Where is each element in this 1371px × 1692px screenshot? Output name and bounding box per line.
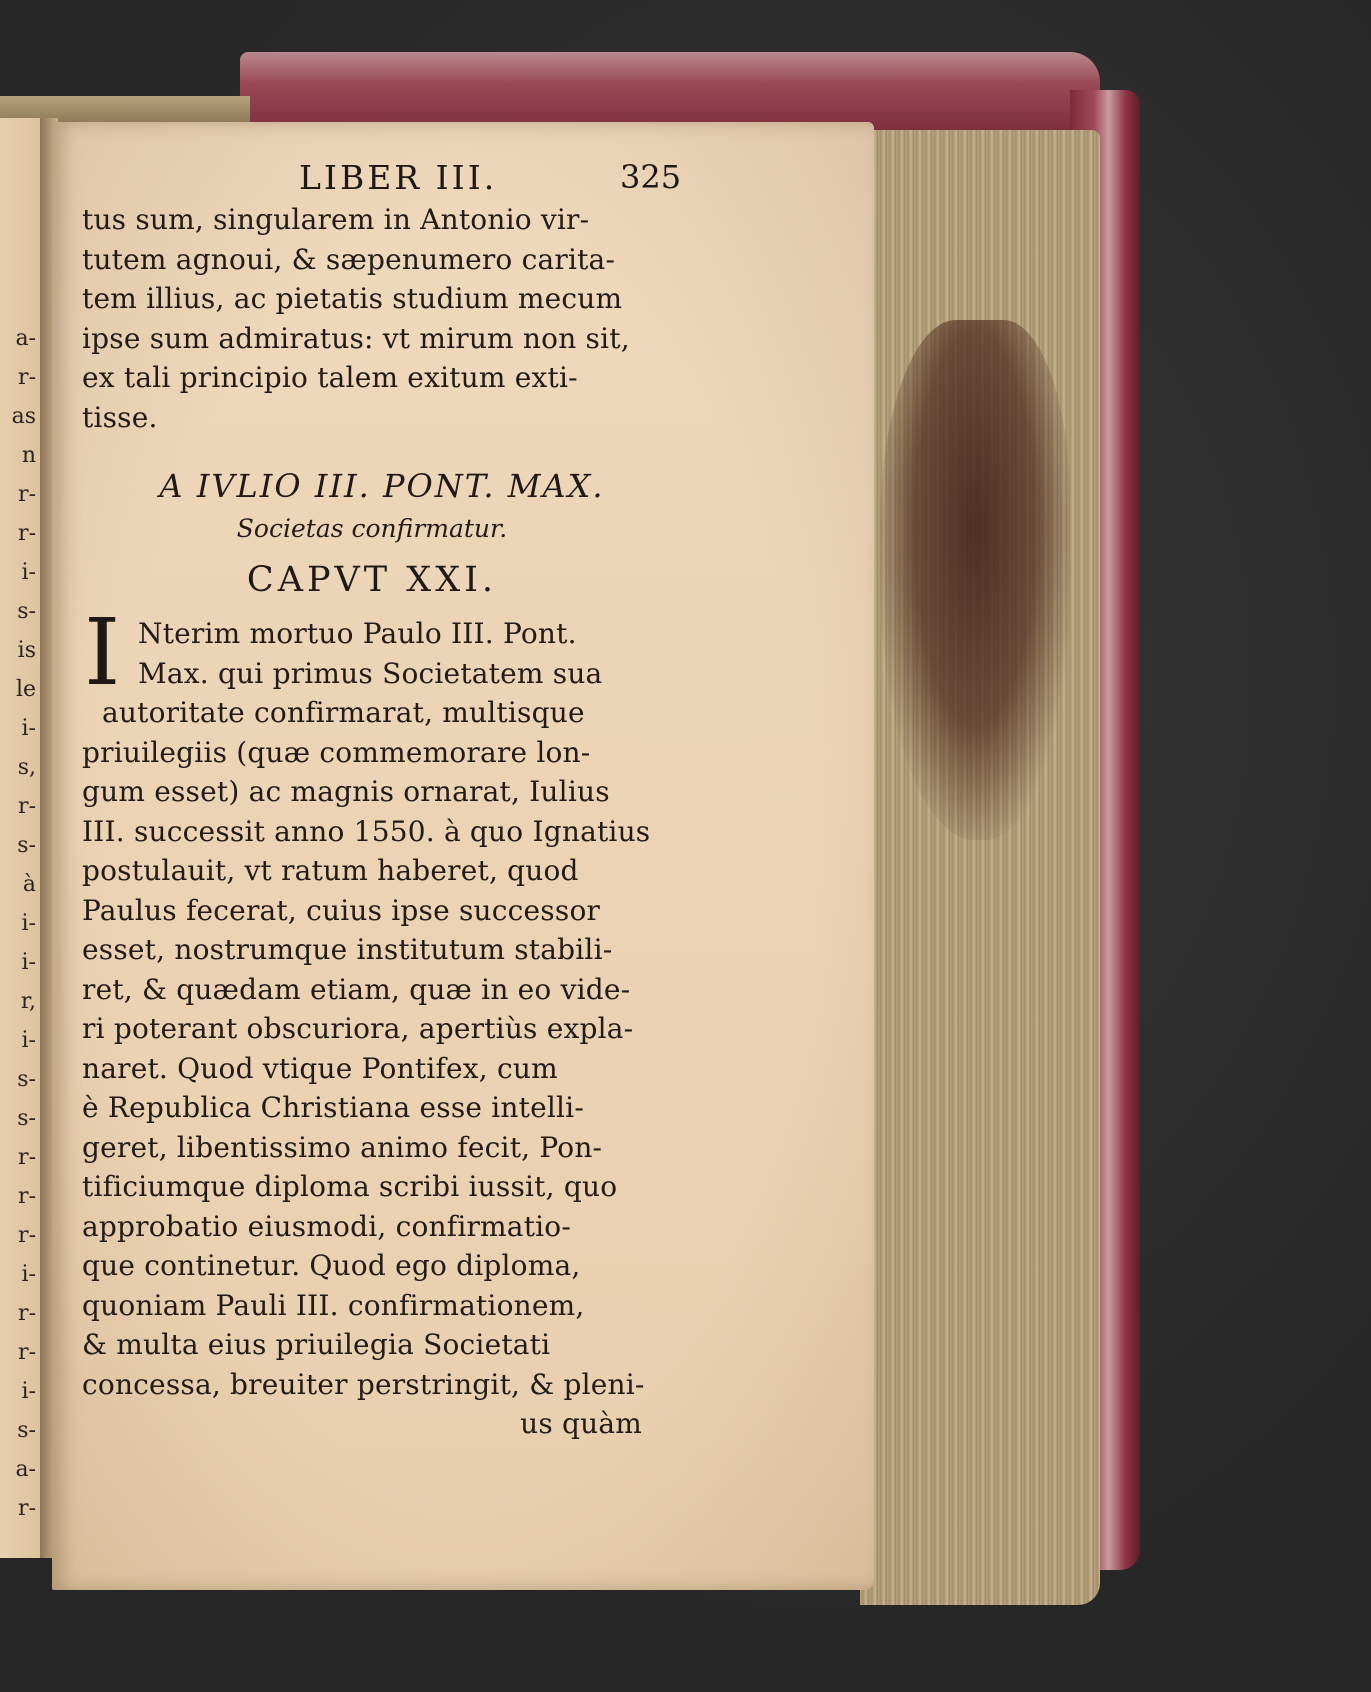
text-line: ri poterant obscuriora, apertiùs expla-: [82, 1012, 634, 1045]
section-title: A IVLIO III. PONT. MAX.: [159, 467, 605, 505]
text-line: que continetur. Quod ego diploma,: [82, 1249, 581, 1282]
text-line: ipse sum admiratus: vt mirum non sit,: [82, 321, 630, 355]
left-page-fragment: s-: [17, 1418, 36, 1443]
left-page-fragment: n: [21, 443, 36, 468]
fore-edge-page-block: [860, 130, 1100, 1605]
left-page-fragment: r-: [18, 1301, 36, 1326]
chapter-text: [82, 614, 651, 1444]
text-line: III. successit anno 1550. à quo Ignatius: [82, 814, 651, 848]
text-line: tificiumque diploma scribi iussit, quo: [82, 1170, 618, 1203]
text-line: esset, nostrumque institutum stabili-: [82, 933, 613, 966]
left-page-fragment: a-: [15, 326, 36, 351]
drop-cap: I: [84, 599, 121, 706]
recto-page: [52, 122, 874, 1590]
book-cover-top: [240, 52, 1100, 130]
left-page-fragment: r-: [18, 1184, 36, 1209]
left-page-fragment: r-: [18, 482, 36, 507]
text-line: Max. qui primus Societatem sua: [138, 656, 603, 690]
left-page-fragment: r-: [18, 365, 36, 390]
text-line: naret. Quod vtique Pontifex, cum: [82, 1051, 558, 1085]
text-line: Nterim mortuo Paulo III. Pont.: [138, 617, 577, 650]
left-page-fragment: r-: [18, 1145, 36, 1170]
left-page-fragment: le: [15, 677, 36, 702]
text-line: geret, libentissimo animo fecit, Pon-: [82, 1130, 603, 1164]
text-line: ex tali principio talem exitum exti-: [82, 361, 578, 394]
text-line: tutem agnoui, & sæpenumero carita-: [82, 242, 616, 276]
left-page-fragment: s-: [17, 833, 36, 858]
left-page-fragment: is: [17, 638, 36, 663]
text-line: autoritate confirmarat, multisque: [102, 696, 585, 729]
text-line: approbatio eiusmodi, confirmatio-: [82, 1209, 572, 1243]
section-subtitle: Societas confirmatur.: [236, 514, 508, 543]
text-line: & multa eius priuilegia Societati: [82, 1328, 551, 1361]
text-line: postulauit, vt ratum haberet, quod: [82, 854, 579, 887]
left-page-text-fragments: [0, 326, 40, 1535]
text-line: priuilegiis (quæ commemorare lon-: [82, 735, 591, 769]
text-line: tus sum, singularem in Antonio vir-: [82, 203, 590, 236]
text-line: Paulus fecerat, cuius ipse successor: [82, 893, 601, 927]
left-page-fragment: i-: [21, 560, 36, 585]
left-page-fragment: s-: [17, 1106, 36, 1131]
left-page-fragment: i-: [21, 911, 36, 936]
left-page-fragment: i-: [21, 716, 36, 741]
text-line: quoniam Pauli III. confirmationem,: [82, 1288, 585, 1322]
left-page-fragment: s,: [17, 755, 36, 780]
left-page-fragment: as: [11, 404, 36, 429]
text-line: tem illius, ac pietatis studium mecum: [82, 282, 623, 315]
opening-paragraph: [82, 200, 642, 437]
left-page-fragment: i-: [21, 1379, 36, 1404]
left-page-fragment: r-: [18, 521, 36, 546]
left-page-fragment: s-: [17, 599, 36, 624]
chapter-heading: CAPVT XXI.: [246, 560, 498, 600]
left-page-fragment: r-: [18, 794, 36, 819]
text-line: us quàm: [520, 1407, 642, 1440]
left-page-fragment: à: [22, 872, 36, 897]
running-head: LIBER III.: [299, 158, 498, 197]
page-header: [112, 152, 712, 202]
left-page-fragment: i-: [21, 950, 36, 975]
left-page-fragment: r-: [18, 1340, 36, 1365]
ink-stain: [880, 320, 1070, 840]
left-page-fragment: r-: [18, 1496, 36, 1521]
left-page-fragment: i-: [21, 1028, 36, 1053]
text-line: concessa, breuiter perstringit, & pleni-: [82, 1367, 645, 1401]
text-line: gum esset) ac magnis ornarat, Iulius: [82, 775, 610, 808]
left-page-fragment: i-: [21, 1262, 36, 1287]
left-page-fragment: s-: [17, 1067, 36, 1092]
text-line: ret, & quædam etiam, quæ in eo vide-: [82, 972, 631, 1006]
text-line: è Republica Christiana esse intelli-: [82, 1091, 584, 1124]
left-page-fragment: r,: [20, 989, 36, 1014]
page-number: 325: [620, 158, 682, 196]
text-line: tisse.: [82, 400, 158, 434]
left-page-fragment: r-: [18, 1223, 36, 1248]
left-page-fragment: a-: [15, 1457, 36, 1482]
